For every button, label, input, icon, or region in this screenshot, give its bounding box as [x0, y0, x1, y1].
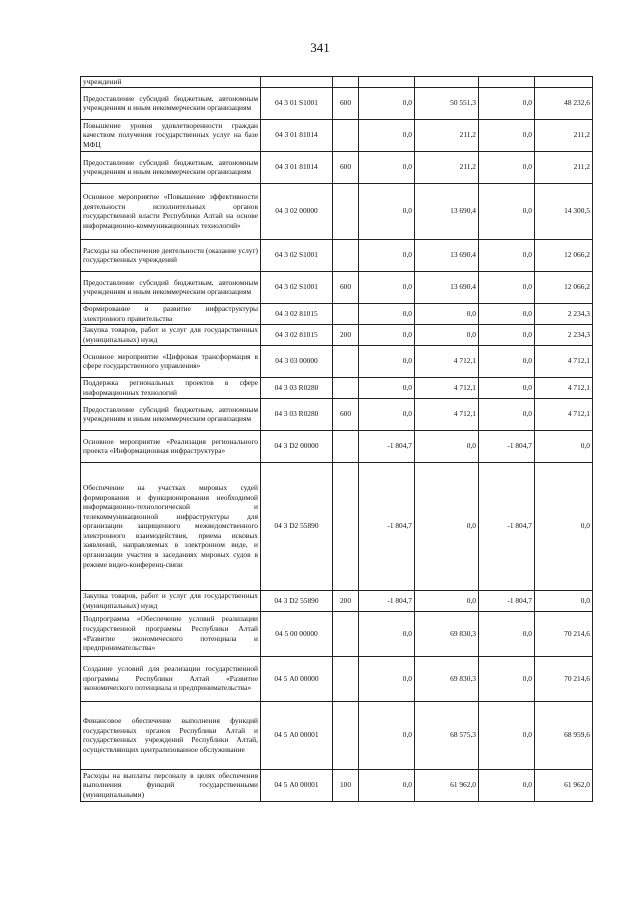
item-name-cell: Предоставление субсидий бюджетным, автономным учреждениям и иным некоммерческим организациям	[81, 271, 261, 303]
change-amount-cell-1: 0,0	[359, 656, 415, 701]
change-amount-cell-2: 0,0	[479, 611, 535, 656]
table-row	[81, 303, 593, 324]
expense-type-cell	[333, 119, 359, 151]
change-amount-cell-2: 0,0	[479, 87, 535, 119]
amount-cell-2: 0,0	[535, 462, 593, 590]
change-amount-cell-2: 0,0	[479, 119, 535, 151]
amount-cell-2: 2 234,3	[535, 324, 593, 345]
amount-cell-2: 12 066,2	[535, 271, 593, 303]
amount-cell-2: 61 962,0	[535, 769, 593, 801]
change-amount-cell-1	[359, 77, 415, 88]
item-name-cell: Предоставление субсидий бюджетным, автономным учреждениям и иным некоммерческим организациям	[81, 87, 261, 119]
amount-cell-1	[415, 77, 479, 88]
table-body	[81, 77, 593, 802]
amount-cell-1: 68 575,3	[415, 701, 479, 769]
table-row	[81, 430, 593, 462]
change-amount-cell-1: 0,0	[359, 701, 415, 769]
amount-cell-2: 14 300,5	[535, 183, 593, 239]
change-amount-cell-2: -1 804,7	[479, 590, 535, 611]
expense-type-cell	[333, 183, 359, 239]
table-row	[81, 656, 593, 701]
amount-cell-2	[535, 77, 593, 88]
budget-table	[80, 76, 593, 802]
target-code-cell: 04 3 02 81015	[261, 303, 333, 324]
change-amount-cell-1: 0,0	[359, 271, 415, 303]
change-amount-cell-1: 0,0	[359, 377, 415, 398]
amount-cell-2: 70 214,6	[535, 656, 593, 701]
amount-cell-2: 4 712,1	[535, 377, 593, 398]
change-amount-cell-2: -1 804,7	[479, 430, 535, 462]
expense-type-cell	[333, 701, 359, 769]
target-code-cell: 04 3 02 S1001	[261, 239, 333, 271]
amount-cell-1: 4 712,1	[415, 345, 479, 377]
target-code-cell	[261, 77, 333, 88]
table-row	[81, 271, 593, 303]
amount-cell-1: 61 962,0	[415, 769, 479, 801]
item-name-cell: учреждений	[81, 77, 261, 88]
amount-cell-1: 0,0	[415, 324, 479, 345]
table-row	[81, 151, 593, 183]
item-name-cell: Подпрограмма «Обеспечение условий реализации государственной программы Республики Алтай «Развитие экономического потенциала и предпринимательства»	[81, 611, 261, 656]
change-amount-cell-1: 0,0	[359, 119, 415, 151]
table-row	[81, 183, 593, 239]
amount-cell-1: 211,2	[415, 119, 479, 151]
expense-type-cell	[333, 611, 359, 656]
target-code-cell: 04 3 03 R0280	[261, 398, 333, 430]
target-code-cell: 04 3 03 R0280	[261, 377, 333, 398]
change-amount-cell-2: -1 804,7	[479, 462, 535, 590]
item-name-cell: Формирование и развитие инфраструктуры электронного правительства	[81, 303, 261, 324]
amount-cell-2: 211,2	[535, 119, 593, 151]
amount-cell-1: 50 551,3	[415, 87, 479, 119]
change-amount-cell-2: 0,0	[479, 324, 535, 345]
change-amount-cell-1: 0,0	[359, 151, 415, 183]
item-name-cell: Создание условий для реализации государственной программы Республики Алтай «Развитие экономического потенциала и предпринимательства»	[81, 656, 261, 701]
item-name-cell: Повышение уровня удовлетворенности граждан качеством получения государственных услуг на базе МФЦ	[81, 119, 261, 151]
expense-type-cell: 600	[333, 151, 359, 183]
target-code-cell: 04 3 01 81014	[261, 151, 333, 183]
amount-cell-2: 12 066,2	[535, 239, 593, 271]
change-amount-cell-2: 0,0	[479, 769, 535, 801]
change-amount-cell-2: 0,0	[479, 151, 535, 183]
change-amount-cell-2: 0,0	[479, 345, 535, 377]
target-code-cell: 04 5 А0 00001	[261, 769, 333, 801]
target-code-cell: 04 3 02 81015	[261, 324, 333, 345]
amount-cell-2: 68 959,6	[535, 701, 593, 769]
table-row	[81, 462, 593, 590]
change-amount-cell-2: 0,0	[479, 183, 535, 239]
target-code-cell: 04 3 01 81014	[261, 119, 333, 151]
target-code-cell: 04 3 02 00000	[261, 183, 333, 239]
amount-cell-1: 4 712,1	[415, 398, 479, 430]
expense-type-cell	[333, 239, 359, 271]
table-row	[81, 611, 593, 656]
change-amount-cell-1: 0,0	[359, 398, 415, 430]
change-amount-cell-1: 0,0	[359, 303, 415, 324]
amount-cell-1: 4 712,1	[415, 377, 479, 398]
target-code-cell: 04 5 00 00000	[261, 611, 333, 656]
change-amount-cell-1: 0,0	[359, 87, 415, 119]
target-code-cell: 04 3 02 S1001	[261, 271, 333, 303]
expense-type-cell	[333, 303, 359, 324]
item-name-cell: Предоставление субсидий бюджетным, автономным учреждениям и иным некоммерческим организациям	[81, 151, 261, 183]
expense-type-cell: 600	[333, 271, 359, 303]
change-amount-cell-1: -1 804,7	[359, 462, 415, 590]
amount-cell-2: 70 214,6	[535, 611, 593, 656]
amount-cell-1: 0,0	[415, 462, 479, 590]
amount-cell-1: 0,0	[415, 590, 479, 611]
change-amount-cell-2: 0,0	[479, 303, 535, 324]
table-row	[81, 398, 593, 430]
amount-cell-2: 0,0	[535, 590, 593, 611]
change-amount-cell-1: 0,0	[359, 611, 415, 656]
table-row	[81, 345, 593, 377]
amount-cell-1: 69 830,3	[415, 656, 479, 701]
change-amount-cell-1: 0,0	[359, 324, 415, 345]
table-row	[81, 590, 593, 611]
amount-cell-1: 211,2	[415, 151, 479, 183]
item-name-cell: Расходы на обеспечение деятельности (оказание услуг) государственных учреждений	[81, 239, 261, 271]
item-name-cell: Обеспечение на участках мировых судей формирования и функционирования необходимой информационно-технологической и телекоммуникационной инфраструктуры для организации защищенного межведомственного электронного взаимодействия, приема исковых заявлений, направляемых в электронном виде, и организации участия в заседаниях мировых судов в режиме видео-конференц-связи	[81, 462, 261, 590]
target-code-cell: 04 3 01 S1001	[261, 87, 333, 119]
expense-type-cell	[333, 462, 359, 590]
change-amount-cell-2: 0,0	[479, 398, 535, 430]
target-code-cell: 04 3 D2 00000	[261, 430, 333, 462]
item-name-cell: Предоставление субсидий бюджетным, автономным учреждениям и иным некоммерческим организациям	[81, 398, 261, 430]
change-amount-cell-1: 0,0	[359, 345, 415, 377]
table-row	[81, 377, 593, 398]
amount-cell-1: 13 690,4	[415, 239, 479, 271]
change-amount-cell-2: 0,0	[479, 271, 535, 303]
table-row	[81, 324, 593, 345]
target-code-cell: 04 5 А0 00000	[261, 656, 333, 701]
table-row	[81, 239, 593, 271]
expense-type-cell: 600	[333, 87, 359, 119]
item-name-cell: Основное мероприятие «Повышение эффективности деятельности исполнительных органов государственной власти Республики Алтай на основе информационно-коммуникационных технологий»	[81, 183, 261, 239]
change-amount-cell-1: -1 804,7	[359, 430, 415, 462]
amount-cell-2: 48 232,6	[535, 87, 593, 119]
table-row	[81, 769, 593, 801]
target-code-cell: 04 3 D2 55890	[261, 462, 333, 590]
expense-type-cell: 100	[333, 769, 359, 801]
amount-cell-2: 211,2	[535, 151, 593, 183]
amount-cell-2: 0,0	[535, 430, 593, 462]
target-code-cell: 04 3 03 00000	[261, 345, 333, 377]
table-row	[81, 87, 593, 119]
change-amount-cell-2: 0,0	[479, 656, 535, 701]
item-name-cell: Закупка товаров, работ и услуг для государственных (муниципальных) нужд	[81, 324, 261, 345]
change-amount-cell-1: 0,0	[359, 239, 415, 271]
item-name-cell: Финансовое обеспечение выполнения функций государственных органов Республики Алтай и государственных учреждений Республики Алтай, осуществляющих централизованное обслуживание	[81, 701, 261, 769]
expense-type-cell	[333, 77, 359, 88]
target-code-cell: 04 5 А0 00001	[261, 701, 333, 769]
amount-cell-2: 4 712,1	[535, 345, 593, 377]
expense-type-cell: 600	[333, 398, 359, 430]
expense-type-cell	[333, 377, 359, 398]
amount-cell-2: 2 234,3	[535, 303, 593, 324]
item-name-cell: Закупка товаров, работ и услуг для государственных (муниципальных) нужд	[81, 590, 261, 611]
amount-cell-1: 13 690,4	[415, 183, 479, 239]
item-name-cell: Расходы на выплаты персоналу в целях обеспечения выполнения функций государственными (муниципальными)	[81, 769, 261, 801]
expense-type-cell	[333, 345, 359, 377]
amount-cell-1: 0,0	[415, 430, 479, 462]
amount-cell-1: 0,0	[415, 303, 479, 324]
expense-type-cell	[333, 656, 359, 701]
change-amount-cell-2	[479, 77, 535, 88]
target-code-cell: 04 3 D2 55890	[261, 590, 333, 611]
change-amount-cell-1: -1 804,7	[359, 590, 415, 611]
change-amount-cell-1: 0,0	[359, 183, 415, 239]
item-name-cell: Основное мероприятие «Реализация регионального проекта «Информационная инфраструктура»	[81, 430, 261, 462]
expense-type-cell	[333, 430, 359, 462]
table-row	[81, 119, 593, 151]
amount-cell-1: 13 690,4	[415, 271, 479, 303]
change-amount-cell-2: 0,0	[479, 701, 535, 769]
amount-cell-1: 69 830,3	[415, 611, 479, 656]
table-row	[81, 77, 593, 88]
change-amount-cell-2: 0,0	[479, 239, 535, 271]
item-name-cell: Поддержка региональных проектов в сфере информационных технологий	[81, 377, 261, 398]
page-number: 341	[310, 40, 330, 55]
expense-type-cell: 200	[333, 324, 359, 345]
table-row	[81, 701, 593, 769]
amount-cell-2: 4 712,1	[535, 398, 593, 430]
change-amount-cell-1: 0,0	[359, 769, 415, 801]
expense-type-cell: 200	[333, 590, 359, 611]
change-amount-cell-2: 0,0	[479, 377, 535, 398]
item-name-cell: Основное мероприятие «Цифровая трансформация в сфере государственного управления»	[81, 345, 261, 377]
